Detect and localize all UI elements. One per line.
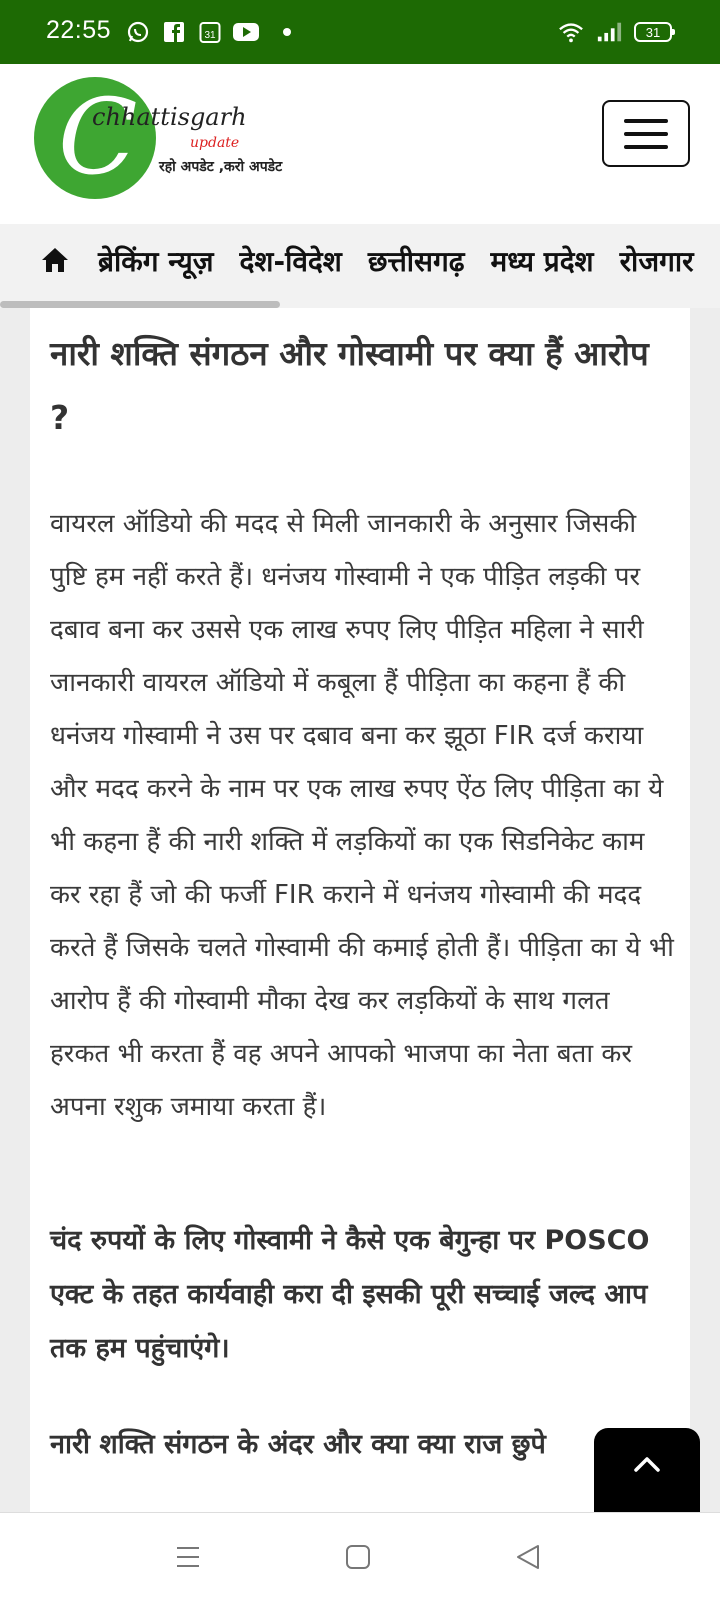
article-bold-paragraph-2: नारी शक्ति संगठन के अंदर और क्या क्या राज छुपे	[50, 1429, 546, 1460]
logo-update: update	[190, 135, 240, 151]
site-header	[0, 64, 720, 224]
nav-item-breaking-news[interactable]: ब्रेकिंग न्यूज़	[98, 245, 214, 278]
nav-scrollbar[interactable]	[0, 301, 280, 308]
youtube-icon	[233, 19, 259, 45]
menu-bar-icon	[624, 119, 668, 123]
wifi-icon	[558, 19, 584, 45]
hamburger-menu-button[interactable]	[602, 100, 690, 167]
site-logo[interactable]	[34, 77, 324, 205]
status-bar	[0, 0, 720, 64]
article-bold-paragraph: चंद रुपयों के लिए गोस्वामी ने कैसे एक बेगुन्हा पर POSCO एक्ट के तहत कार्यवाही करा दी इसकी पूरी सच्चाई जल्द आप तक हम पहुंचाएंगे।	[50, 1225, 650, 1364]
home-button[interactable]	[342, 1541, 374, 1573]
nav-item-madhya-pradesh[interactable]: मध्य प्रदेश	[490, 245, 594, 278]
battery-icon	[634, 22, 672, 42]
menu-bar-icon	[624, 145, 668, 149]
system-status-icons	[558, 19, 672, 45]
scroll-to-top-button[interactable]	[594, 1428, 700, 1512]
chevron-up-icon	[632, 1454, 662, 1474]
signal-icon	[596, 19, 622, 45]
calendar-day: 31	[204, 30, 216, 41]
back-button[interactable]	[512, 1541, 544, 1573]
article-content	[30, 308, 690, 1512]
home-icon[interactable]	[40, 245, 72, 277]
back-triangle-icon	[514, 1543, 542, 1571]
status-time: 22:55	[46, 16, 112, 44]
system-nav-bar	[0, 1512, 720, 1600]
battery-level: 31	[645, 24, 661, 40]
nav-item-jobs[interactable]: रोजगार	[619, 245, 694, 278]
menu-bar-icon	[624, 132, 668, 136]
logo-tagline: रहो अपडेट ,करो अपडेट	[159, 159, 283, 175]
category-nav[interactable]	[0, 224, 720, 308]
logo-letter: C	[58, 76, 138, 198]
facebook-icon	[161, 19, 187, 45]
calendar-icon	[197, 19, 223, 45]
notification-icons	[125, 19, 291, 45]
article-paragraph: वायरल ऑडियो की मदद से मिली जानकारी के अनुसार जिसकी पुष्टि हम नहीं करते हैं। धनंजय गोस्वामी ने एक पीड़ित लड़की पर दबाव बना कर उससे एक लाख रुपए लिए पीड़ित महिला ने सारी जानकारी वायरल ऑडियो में कबूला हैं पीड़िता का कहना हैं की धनंजय गोस्वामी ने उस पर दबाव बना कर झूठा FIR दर्ज कराया और मदद करने के नाम पर एक लाख रुपए ऐंठ लिए पीड़िता का ये भी कहना हैं की नारी शक्ति में लड़कियों का एक सिडनिकेट काम कर रहा हैं जो की फर्जी FIR कराने में धनंजय गोस्वामी की मदद करते हैं जिसके चलते गोस्वामी की कमाई होती हैं। पीड़िता का ये भी आरोप हैं की गोस्वामी मौका देख कर लड़कियों के साथ गलत हरकत भी करता हैं वह अपने आपको भाजपा का नेता बता कर अपना रशुक जमाया करता हैं।	[50, 509, 674, 1122]
more-notifications-dot	[283, 28, 291, 36]
menu-lines-icon	[174, 1543, 202, 1571]
whatsapp-icon	[125, 19, 151, 45]
nav-item-world[interactable]: देश-विदेश	[239, 245, 342, 278]
article-heading: नारी शक्ति संगठन और गोस्वामी पर क्या हैं आरोप ?	[50, 334, 649, 437]
square-icon	[344, 1543, 372, 1571]
logo-name: chhattisgarh	[92, 103, 247, 131]
nav-item-chhattisgarh[interactable]: छत्तीसगढ़	[367, 245, 465, 278]
recent-apps-button[interactable]	[172, 1541, 204, 1573]
